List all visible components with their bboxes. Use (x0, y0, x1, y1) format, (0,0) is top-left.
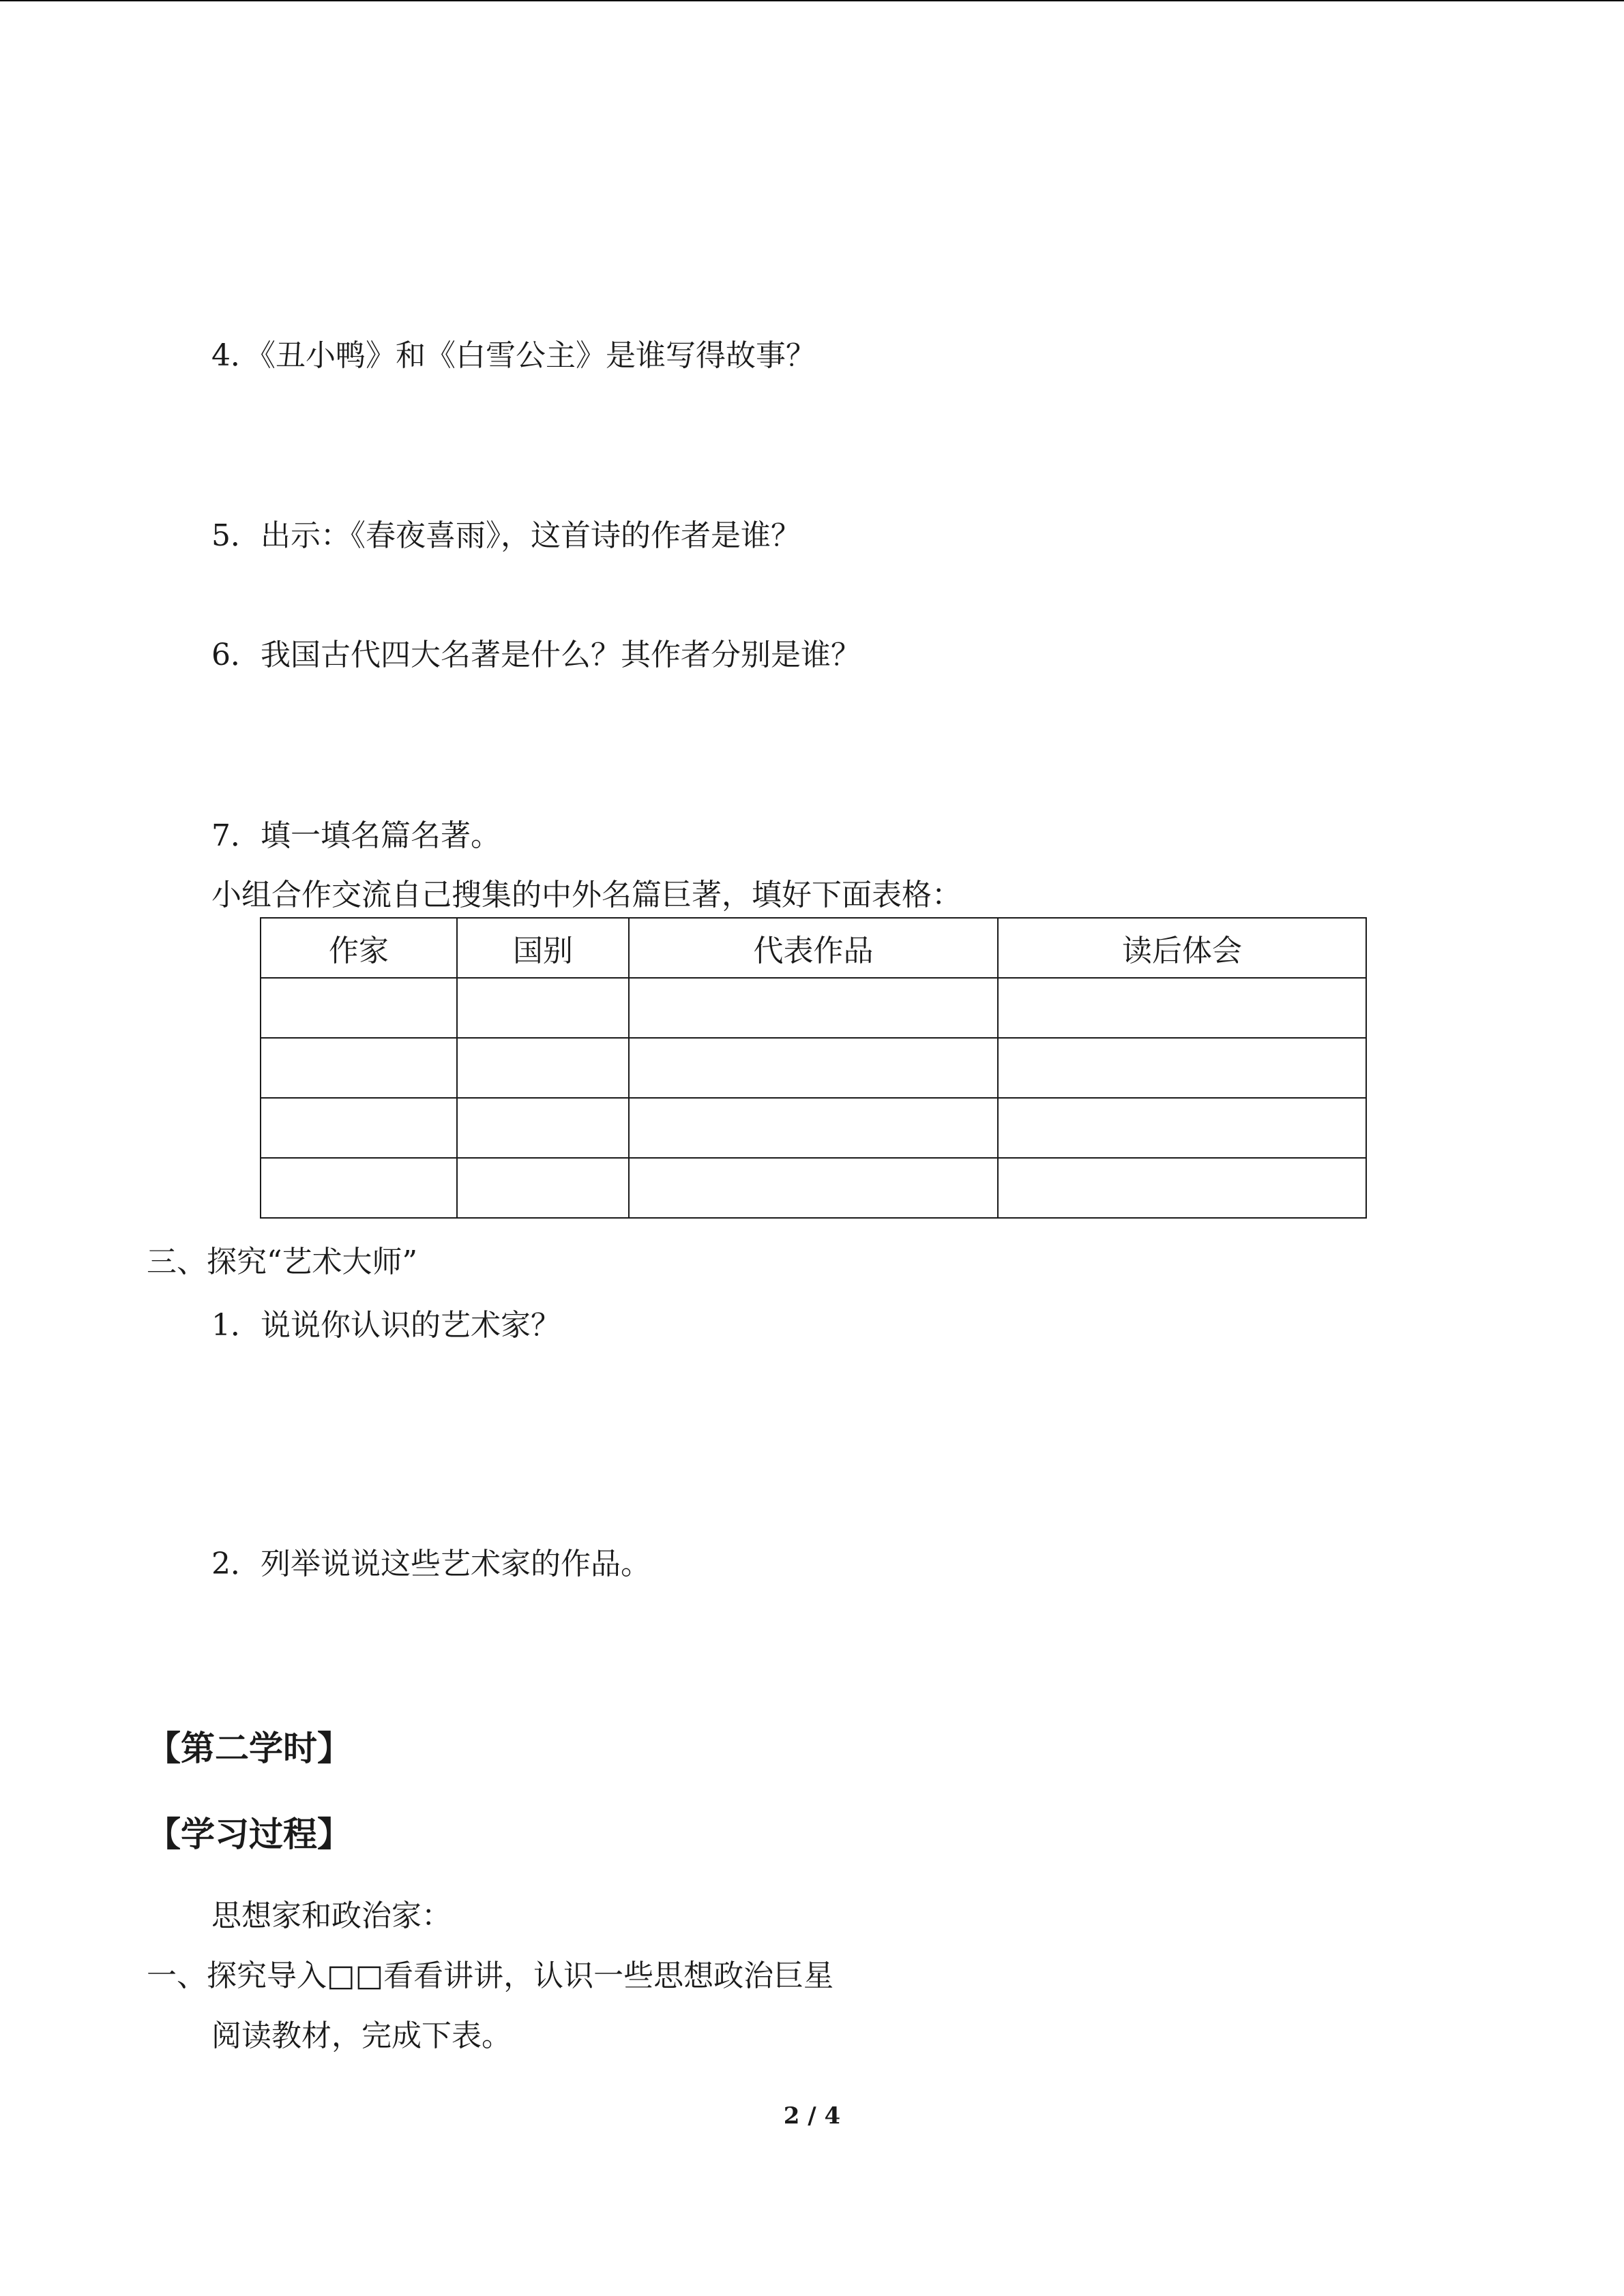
question-7-instruction: 小组合作交流自己搜集的中外名篇巨著，填好下面表格： (211, 878, 962, 912)
part-1-title: 一、探究导入□□看看讲讲，认识一些思想政治巨星 (147, 1958, 834, 1993)
header-reading-reflection: 读后体会 (998, 918, 1366, 978)
header-author: 作家 (261, 918, 457, 978)
section-3-question-1: 1．说说你认识的艺术家？ (211, 1308, 561, 1343)
table-cell[interactable] (457, 978, 629, 1038)
authors-works-table (260, 917, 1367, 1219)
table-row (261, 1098, 1366, 1158)
question-4: 4．《丑小鸭》和《白雪公主》是谁写得故事？ (211, 338, 816, 373)
table-row (261, 1038, 1366, 1098)
learning-process-heading: 【学习过程】 (147, 1814, 351, 1854)
table-cell[interactable] (629, 1038, 998, 1098)
table-cell[interactable] (457, 1098, 629, 1158)
table-cell[interactable] (998, 978, 1366, 1038)
page-top-border (0, 0, 1624, 1)
section-3-title: 三、探究“艺术大师” (147, 1244, 417, 1279)
table-cell[interactable] (629, 978, 998, 1038)
table-cell[interactable] (629, 1158, 998, 1218)
table-cell[interactable] (457, 1158, 629, 1218)
table-cell[interactable] (998, 1098, 1366, 1158)
table-cell[interactable] (998, 1038, 1366, 1098)
table-cell[interactable] (629, 1098, 998, 1158)
table-cell[interactable] (457, 1038, 629, 1098)
table-cell[interactable] (261, 978, 457, 1038)
table-row (261, 978, 1366, 1038)
question-7: 7．填一填名篇名著。 (211, 818, 501, 853)
table-row (261, 1158, 1366, 1218)
header-representative-work: 代表作品 (629, 918, 998, 978)
table-cell[interactable] (998, 1158, 1366, 1218)
section-3-question-2: 2．列举说说这些艺术家的作品。 (211, 1547, 651, 1581)
header-country: 国别 (457, 918, 629, 978)
table-header-row (261, 918, 1366, 978)
table-cell[interactable] (261, 1038, 457, 1098)
lesson-2-heading: 【第二学时】 (147, 1728, 351, 1768)
table-cell[interactable] (261, 1098, 457, 1158)
table-cell[interactable] (261, 1158, 457, 1218)
part-1-instruction: 阅读教材，完成下表。 (211, 2018, 512, 2053)
thinkers-intro: 思想家和政治家： (211, 1898, 452, 1933)
question-6: 6．我国古代四大名著是什么？其作者分别是谁？ (211, 638, 861, 672)
question-5: 5．出示：《春夜喜雨》，这首诗的作者是谁？ (211, 518, 801, 553)
page-number: 2 / 4 (783, 2102, 841, 2130)
